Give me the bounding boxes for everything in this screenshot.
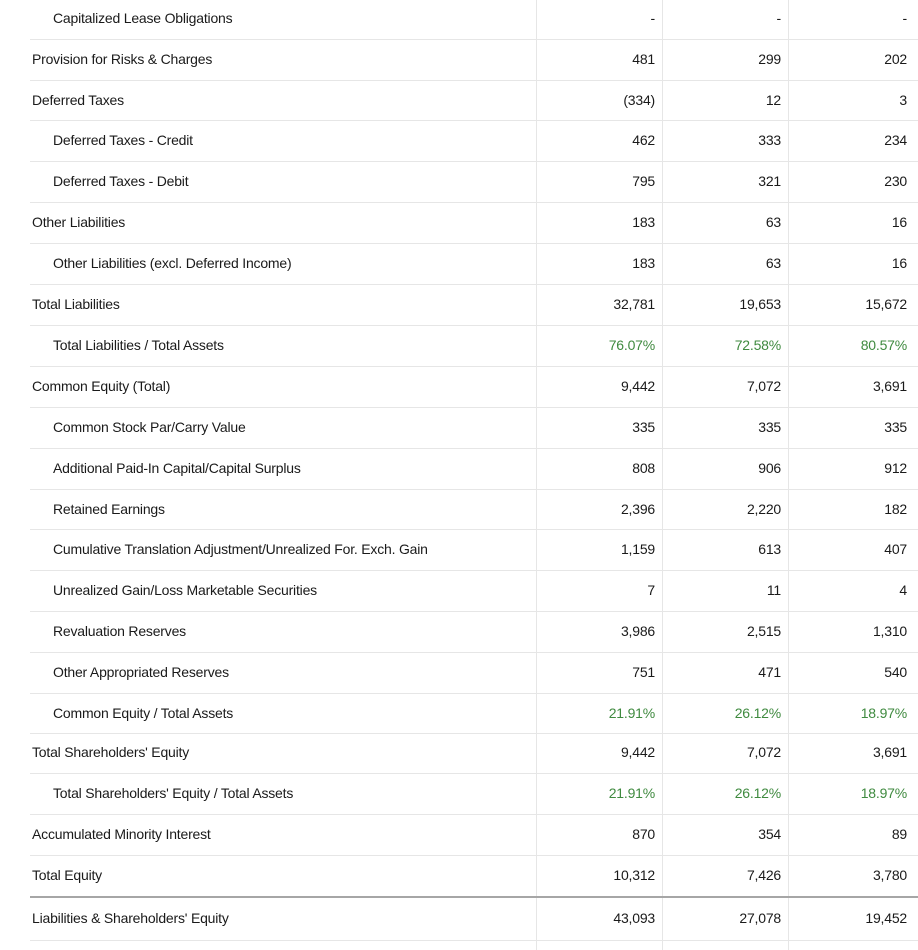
- row-label: Common Equity / Total Assets: [53, 705, 234, 721]
- value-cell: 540: [884, 664, 907, 680]
- row-label: Revaluation Reserves: [53, 623, 186, 639]
- value-cell: 230: [884, 173, 907, 189]
- row-separator: [30, 773, 918, 774]
- value-cell: 27,078: [739, 910, 781, 926]
- row-separator: [30, 489, 918, 490]
- value-cell: 751: [632, 664, 655, 680]
- row-separator: [30, 366, 918, 367]
- row-separator: [30, 855, 918, 856]
- row-separator: [30, 243, 918, 244]
- value-cell: 32,781: [613, 296, 655, 312]
- row-label: Other Appropriated Reserves: [53, 664, 229, 680]
- value-cell: -: [650, 10, 655, 26]
- row-separator: [30, 284, 918, 285]
- value-cell: 335: [884, 419, 907, 435]
- value-cell: 912: [884, 460, 907, 476]
- value-cell: 63: [765, 255, 781, 271]
- table-row: [0, 171, 918, 191]
- row-separator: [30, 80, 918, 81]
- table-row: [0, 212, 918, 232]
- table-row: [0, 49, 918, 69]
- total-separator: [30, 896, 918, 898]
- row-label: Other Liabilities (excl. Deferred Income): [53, 255, 292, 271]
- table-row: [0, 253, 918, 273]
- value-cell: (334): [623, 92, 655, 108]
- row-label: Provision for Risks & Charges: [32, 51, 213, 67]
- value-cell: 16: [891, 214, 907, 230]
- value-cell: 80.57%: [860, 337, 907, 353]
- value-cell: 354: [758, 826, 781, 842]
- row-separator: [30, 39, 918, 40]
- row-separator: [30, 325, 918, 326]
- row-label: Cumulative Translation Adjustment/Unrealized For. Exch. Gain: [53, 541, 428, 557]
- row-label: Liabilities & Shareholders' Equity: [32, 910, 229, 926]
- row-separator: [30, 570, 918, 571]
- value-cell: 19,653: [739, 296, 781, 312]
- table-row: [0, 417, 918, 437]
- row-label: Common Stock Par/Carry Value: [53, 419, 246, 435]
- table-row: [0, 783, 918, 803]
- value-cell: 76.07%: [608, 337, 655, 353]
- value-cell: 72.58%: [734, 337, 781, 353]
- value-cell: 795: [632, 173, 655, 189]
- value-cell: 1,310: [872, 623, 907, 639]
- value-cell: 7,072: [746, 744, 781, 760]
- row-label: Total Liabilities: [32, 296, 120, 312]
- table-row: [0, 90, 918, 110]
- table-row: [0, 865, 918, 885]
- row-label: Capitalized Lease Obligations: [53, 10, 233, 26]
- value-cell: 1,159: [620, 541, 655, 557]
- value-cell: 12: [765, 92, 781, 108]
- value-cell: 43,093: [613, 910, 655, 926]
- value-cell: 7,426: [746, 867, 781, 883]
- value-cell: 407: [884, 541, 907, 557]
- value-cell: 613: [758, 541, 781, 557]
- table-row: [0, 662, 918, 682]
- row-label: Total Liabilities / Total Assets: [53, 337, 224, 353]
- value-cell: 2,220: [746, 501, 781, 517]
- row-separator: [30, 940, 918, 941]
- value-cell: 321: [758, 173, 781, 189]
- value-cell: 183: [632, 255, 655, 271]
- row-separator: [30, 202, 918, 203]
- row-separator: [30, 652, 918, 653]
- value-cell: 7,072: [746, 378, 781, 394]
- value-cell: 9,442: [620, 378, 655, 394]
- value-cell: 18.97%: [860, 785, 907, 801]
- table-row: [0, 130, 918, 150]
- table-row: [0, 294, 918, 314]
- value-cell: 234: [884, 132, 907, 148]
- table-row: [0, 539, 918, 559]
- row-label: Deferred Taxes: [32, 92, 124, 108]
- row-label: Deferred Taxes - Debit: [53, 173, 189, 189]
- value-cell: -: [902, 10, 907, 26]
- value-cell: 906: [758, 460, 781, 476]
- row-label: Accumulated Minority Interest: [32, 826, 211, 842]
- value-cell: 335: [632, 419, 655, 435]
- value-cell: 15,672: [865, 296, 907, 312]
- row-separator: [30, 611, 918, 612]
- row-separator: [30, 120, 918, 121]
- table-row: [0, 458, 918, 478]
- value-cell: 2,396: [620, 501, 655, 517]
- table-row: [0, 580, 918, 600]
- value-cell: 3,691: [872, 744, 907, 760]
- row-separator: [30, 693, 918, 694]
- value-cell: 89: [891, 826, 907, 842]
- table-row: [0, 376, 918, 396]
- table-row: [0, 824, 918, 844]
- value-cell: 462: [632, 132, 655, 148]
- row-label: Total Shareholders' Equity / Total Assets: [53, 785, 294, 801]
- value-cell: 26.12%: [734, 785, 781, 801]
- value-cell: 2,515: [746, 623, 781, 639]
- value-cell: 9,442: [620, 744, 655, 760]
- value-cell: 3,780: [872, 867, 907, 883]
- table-row: [0, 703, 918, 723]
- value-cell: 3: [899, 92, 907, 108]
- value-cell: 182: [884, 501, 907, 517]
- table-row: [0, 742, 918, 762]
- value-cell: 299: [758, 51, 781, 67]
- value-cell: 3,986: [620, 623, 655, 639]
- value-cell: 333: [758, 132, 781, 148]
- row-label: Retained Earnings: [53, 501, 165, 517]
- row-separator: [30, 733, 918, 734]
- value-cell: 26.12%: [734, 705, 781, 721]
- value-cell: 808: [632, 460, 655, 476]
- value-cell: 481: [632, 51, 655, 67]
- row-separator: [30, 161, 918, 162]
- row-label: Total Shareholders' Equity: [32, 744, 190, 760]
- row-separator: [30, 529, 918, 530]
- value-cell: 21.91%: [608, 785, 655, 801]
- table-row: [0, 908, 918, 928]
- value-cell: 3,691: [872, 378, 907, 394]
- value-cell: 4: [899, 582, 907, 598]
- value-cell: 10,312: [613, 867, 655, 883]
- row-separator: [30, 814, 918, 815]
- table-row: [0, 621, 918, 641]
- value-cell: -: [776, 10, 781, 26]
- value-cell: 335: [758, 419, 781, 435]
- row-label: Other Liabilities: [32, 214, 126, 230]
- value-cell: 202: [884, 51, 907, 67]
- row-label: Unrealized Gain/Loss Marketable Securities: [53, 582, 317, 598]
- value-cell: 21.91%: [608, 705, 655, 721]
- value-cell: 870: [632, 826, 655, 842]
- row-label: Common Equity (Total): [32, 378, 171, 394]
- row-label: Deferred Taxes - Credit: [53, 132, 193, 148]
- row-separator: [30, 407, 918, 408]
- value-cell: 63: [765, 214, 781, 230]
- row-separator: [30, 448, 918, 449]
- value-cell: 16: [891, 255, 907, 271]
- row-label: Total Equity: [32, 867, 102, 883]
- value-cell: 18.97%: [860, 705, 907, 721]
- table-row: [0, 499, 918, 519]
- value-cell: 471: [758, 664, 781, 680]
- value-cell: 7: [647, 582, 655, 598]
- value-cell: 19,452: [865, 910, 907, 926]
- row-label: Additional Paid-In Capital/Capital Surplus: [53, 460, 301, 476]
- value-cell: 11: [766, 582, 781, 598]
- table-row: [0, 335, 918, 355]
- value-cell: 183: [632, 214, 655, 230]
- table-row: [0, 8, 918, 28]
